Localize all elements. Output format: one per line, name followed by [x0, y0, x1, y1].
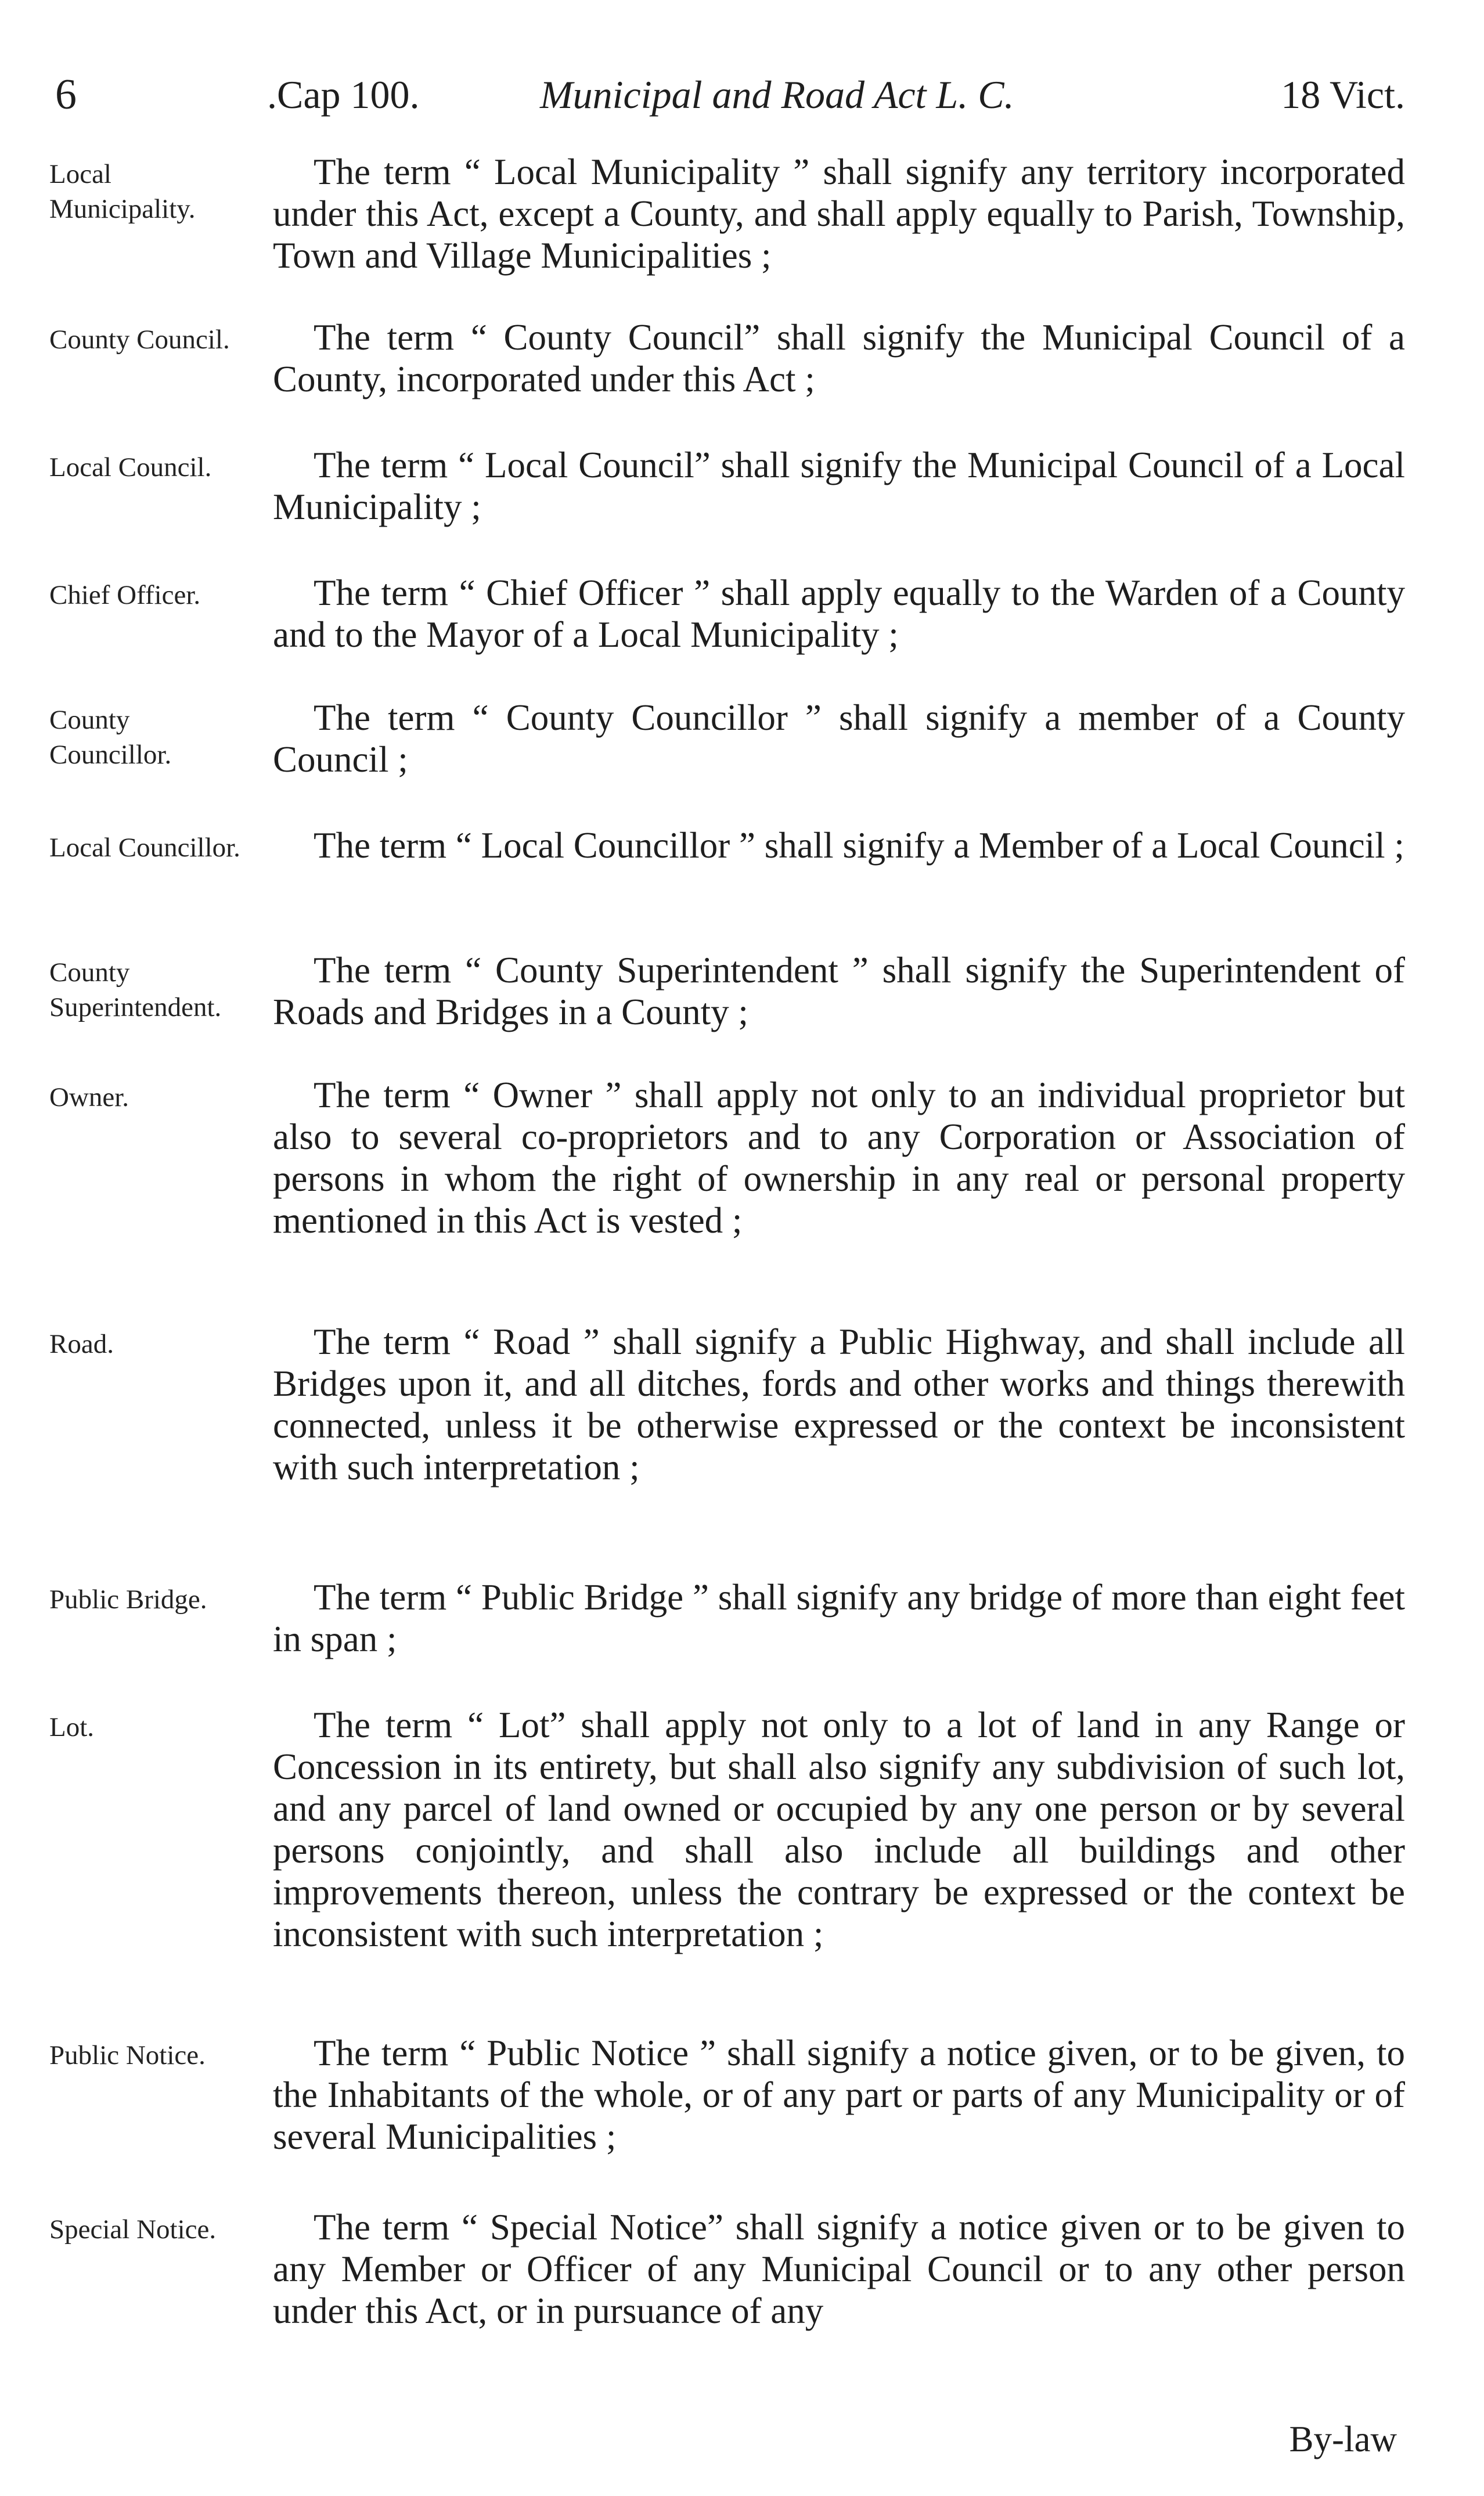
definition-text: The term “ Owner ” shall apply not only to an individual proprietor but also to several co-proprietors and to any Corporation or Association of persons in whom the right of ownership in any real or personal property mentioned in this Act is vested ; [273, 1075, 1405, 1241]
margin-note: Chief Officer. [49, 580, 201, 610]
act-title: Municipal and Road Act L. C. [540, 73, 1014, 117]
margin-note: Public Notice. [49, 2040, 206, 2070]
definition-text: The term “ Public Bridge ” shall signify any bridge of more than eight feet in span ; [273, 1577, 1405, 1659]
margin-note: County Councillor. [49, 705, 172, 770]
catchword: By-law [1289, 2419, 1397, 2459]
definition-text: The term “ Road ” shall signify a Public Highway, and shall include all Bridges upon it, and all ditches, fords and other works and things therewith connected, unless it be otherwise expressed or the context be inconsistent with such interpretation ; [273, 1321, 1405, 1487]
margin-note: Local Municipality. [49, 159, 196, 224]
definition-text: The term “ Public Notice ” shall signify a notice given, or to be given, to the Inhabitants of the whole, or of any part or parts of any Municipality or of several Municipalities ; [273, 2033, 1405, 2157]
regnal-year: 18 Vict. [1281, 73, 1405, 117]
margin-note: Road. [49, 1329, 114, 1359]
definition-text: The term “ Local Councillor ” shall signify a Member of a Local Council ; [314, 825, 1404, 866]
margin-note: Local Council. [49, 452, 212, 482]
definition-text: The term “ County Council” shall signify the Municipal Council of a County, incorporated under this Act ; [273, 317, 1405, 399]
definition-text: The term “ Local Council” shall signify the Municipal Council of a Local Municipality ; [273, 445, 1405, 527]
running-head [46, 69, 1405, 121]
margin-note: County Council. [49, 325, 230, 355]
definition-text: The term “ Local Municipality ” shall signify any territory incorporated under this Act, except a County, and shall apply equally to Parish, Township, Town and Village Municipalities ; [273, 152, 1405, 276]
margin-note: Special Notice. [49, 2214, 217, 2245]
definition-text: The term “ Special Notice” shall signify a notice given or to be given to any Member or Officer of any Municipal Council or to any other person under this Act, or in pursuance of any [273, 2207, 1405, 2331]
chapter-number: .Cap 100. [267, 73, 420, 117]
definition-text: The term “ Chief Officer ” shall apply equally to the Warden of a County and to the Mayor of a Local Municipality ; [273, 572, 1405, 655]
definition-text: The term “ County Superintendent ” shall signify the Superintendent of Roads and Bridges in a County ; [273, 950, 1405, 1032]
margin-note: Lot. [49, 1712, 95, 1742]
definition-text: The term “ County Councillor ” shall signify a member of a County Council ; [273, 697, 1405, 780]
margin-note: Owner. [49, 1082, 129, 1112]
margin-note: Local Councillor. [49, 833, 240, 863]
margin-note: County Superintendent. [49, 957, 222, 1022]
definition-text: The term “ Lot” shall apply not only to a lot of land in any Range or Concession in its entirety, but shall also signify any subdivision of such lot, and any parcel of land owned or occupied by any one person or by several persons conjointly, and shall also include all buildings and other improvements thereon, unless the contrary be expressed or the context be inconsistent with such interpretation ; [273, 1705, 1405, 1954]
margin-note: Public Bridge. [49, 1584, 207, 1615]
page-number: 6 [55, 71, 77, 118]
